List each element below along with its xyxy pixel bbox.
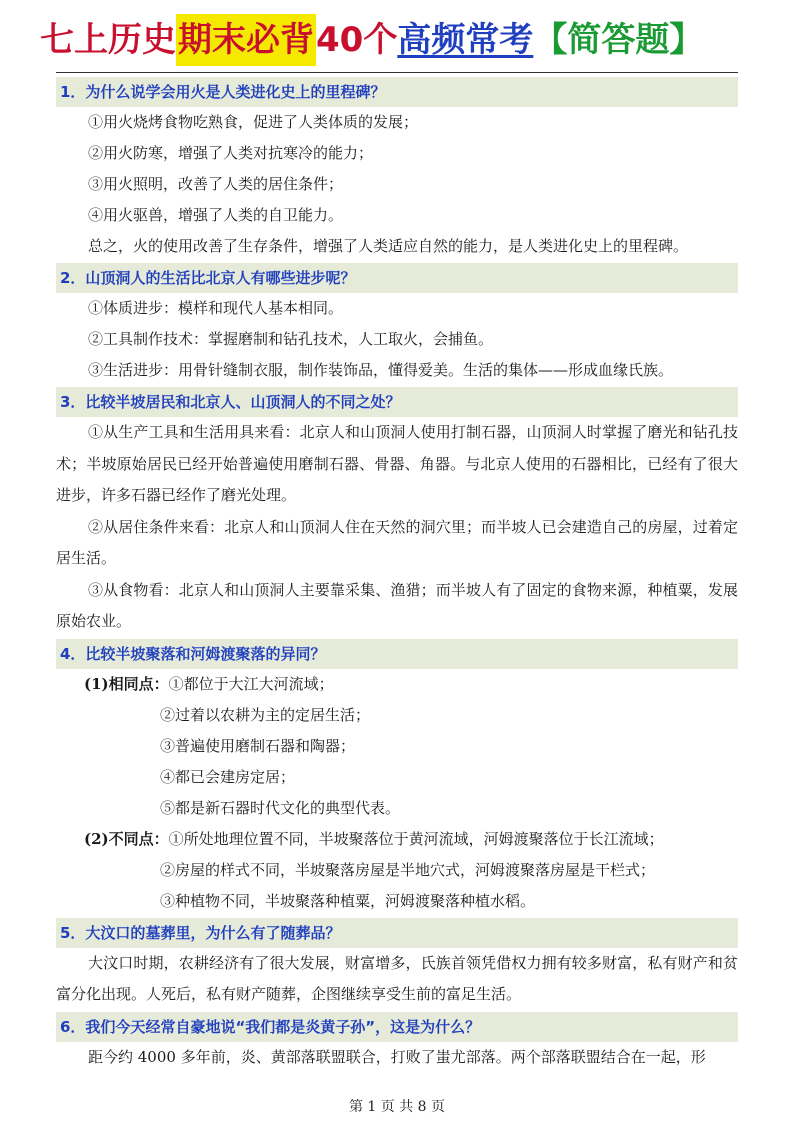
answer-line: ③生活进步：用骨针缝制衣服，制作装饰品，懂得爱美。生活的集体——形成血缘氏族。 xyxy=(88,361,674,379)
question-5-title: 5．大汶口的墓葬里，为什么有了随葬品？ xyxy=(56,918,738,948)
answer-line: ④都已会建房定居； xyxy=(160,767,296,786)
title-part-2: 期末必背 xyxy=(176,14,316,66)
title-divider xyxy=(56,72,738,73)
title-part-1: 七上历史 xyxy=(40,20,176,60)
question-2-title: 2．山顶洞人的生活比北京人有哪些进步呢？ xyxy=(56,263,738,293)
answer-paragraph: 距今约 4000 多年前，炎、黄部落联盟联合，打败了蚩尤部落。两个部落联盟结合在一起，形 xyxy=(88,1047,706,1066)
title-part-4: 高频常考 xyxy=(397,20,534,60)
page-title xyxy=(40,14,760,66)
diff-points-label: (2)不同点： xyxy=(84,829,169,848)
answer-line: ③种植物不同，半坡聚落种植粟，河姆渡聚落种植水稻。 xyxy=(160,891,536,910)
answer-line: ③用火照明，改善了人类的居住条件； xyxy=(88,175,344,193)
page-number: 第 1 页 共 8 页 xyxy=(348,1099,446,1115)
answer-line: ①都位于大江大河流域； xyxy=(168,674,334,693)
answer-line: ②过着以农耕为主的定居生活； xyxy=(160,705,371,724)
answer-line: ②用火防寒，增强了人类对抗寒冷的能力； xyxy=(88,144,374,162)
question-1-title: 1．为什么说学会用火是人类进化史上的里程碑？ xyxy=(56,77,738,107)
answer-paragraph: ①从生产工具和生活用具来看：北京人和山顶洞人使用打制石器，山顶洞人时掌握了磨光和钻孔技术；半坡原始居民已经开始普遍使用磨制石器、骨器、角器。与北京人使用的石器相比，已经有了很大进步，许多石器已经作了磨光处理。 xyxy=(56,423,738,504)
answer-line: ①所处地理位置不同，半坡聚落位于黄河流域，河姆渡聚落位于长江流域； xyxy=(168,829,664,848)
question-6-title: 6．我们今天经常自豪地说“我们都是炎黄子孙”，这是为什么？ xyxy=(56,1012,738,1042)
title-part-5: 【简答题】 xyxy=(533,20,704,60)
answer-paragraph: 大汶口时期，农耕经济有了很大发展，财富增多，氏族首领凭借权力拥有较多财富，私有财产和贫富分化出现。人死后，私有财产随葬，企图继续享受生前的富足生活。 xyxy=(56,953,738,1003)
answer-line: ②工具制作技术：掌握磨制和钻孔技术，人工取火，会捕鱼。 xyxy=(88,330,494,348)
answer-line: ⑤都是新石器时代文化的典型代表。 xyxy=(160,798,401,817)
answer-paragraph: ②从居住条件来看：北京人和山顶洞人住在天然的洞穴里；而半坡人已会建造自己的房屋，过着定居生活。 xyxy=(56,517,738,567)
same-points-label: (1)相同点： xyxy=(84,674,169,693)
document-body xyxy=(56,76,738,1073)
answer-line: ④用火驱兽，增强了人类的自卫能力。 xyxy=(88,206,344,224)
answer-line: ③普遍使用磨制石器和陶器； xyxy=(160,736,356,755)
question-3-title: 3．比较半坡居民和北京人、山顶洞人的不同之处？ xyxy=(56,387,738,417)
answer-line: ①体质进步：模样和现代人基本相同。 xyxy=(88,299,344,317)
answer-line: ①用火烧烤食物吃熟食，促进了人类体质的发展； xyxy=(88,113,419,131)
title-part-3: 40个 xyxy=(316,20,398,60)
question-4-title: 4．比较半坡聚落和河姆渡聚落的异同？ xyxy=(56,639,738,669)
answer-line: ②房屋的样式不同，半坡聚落房屋是半地穴式，河姆渡聚落房屋是干栏式； xyxy=(160,860,656,879)
answer-line: 总之，火的使用改善了生存条件，增强了人类适应自然的能力，是人类进化史上的里程碑。 xyxy=(88,237,689,255)
answer-paragraph: ③从食物看：北京人和山顶洞人主要靠采集、渔猎；而半坡人有了固定的食物来源，种植粟，发展原始农业。 xyxy=(56,580,738,630)
